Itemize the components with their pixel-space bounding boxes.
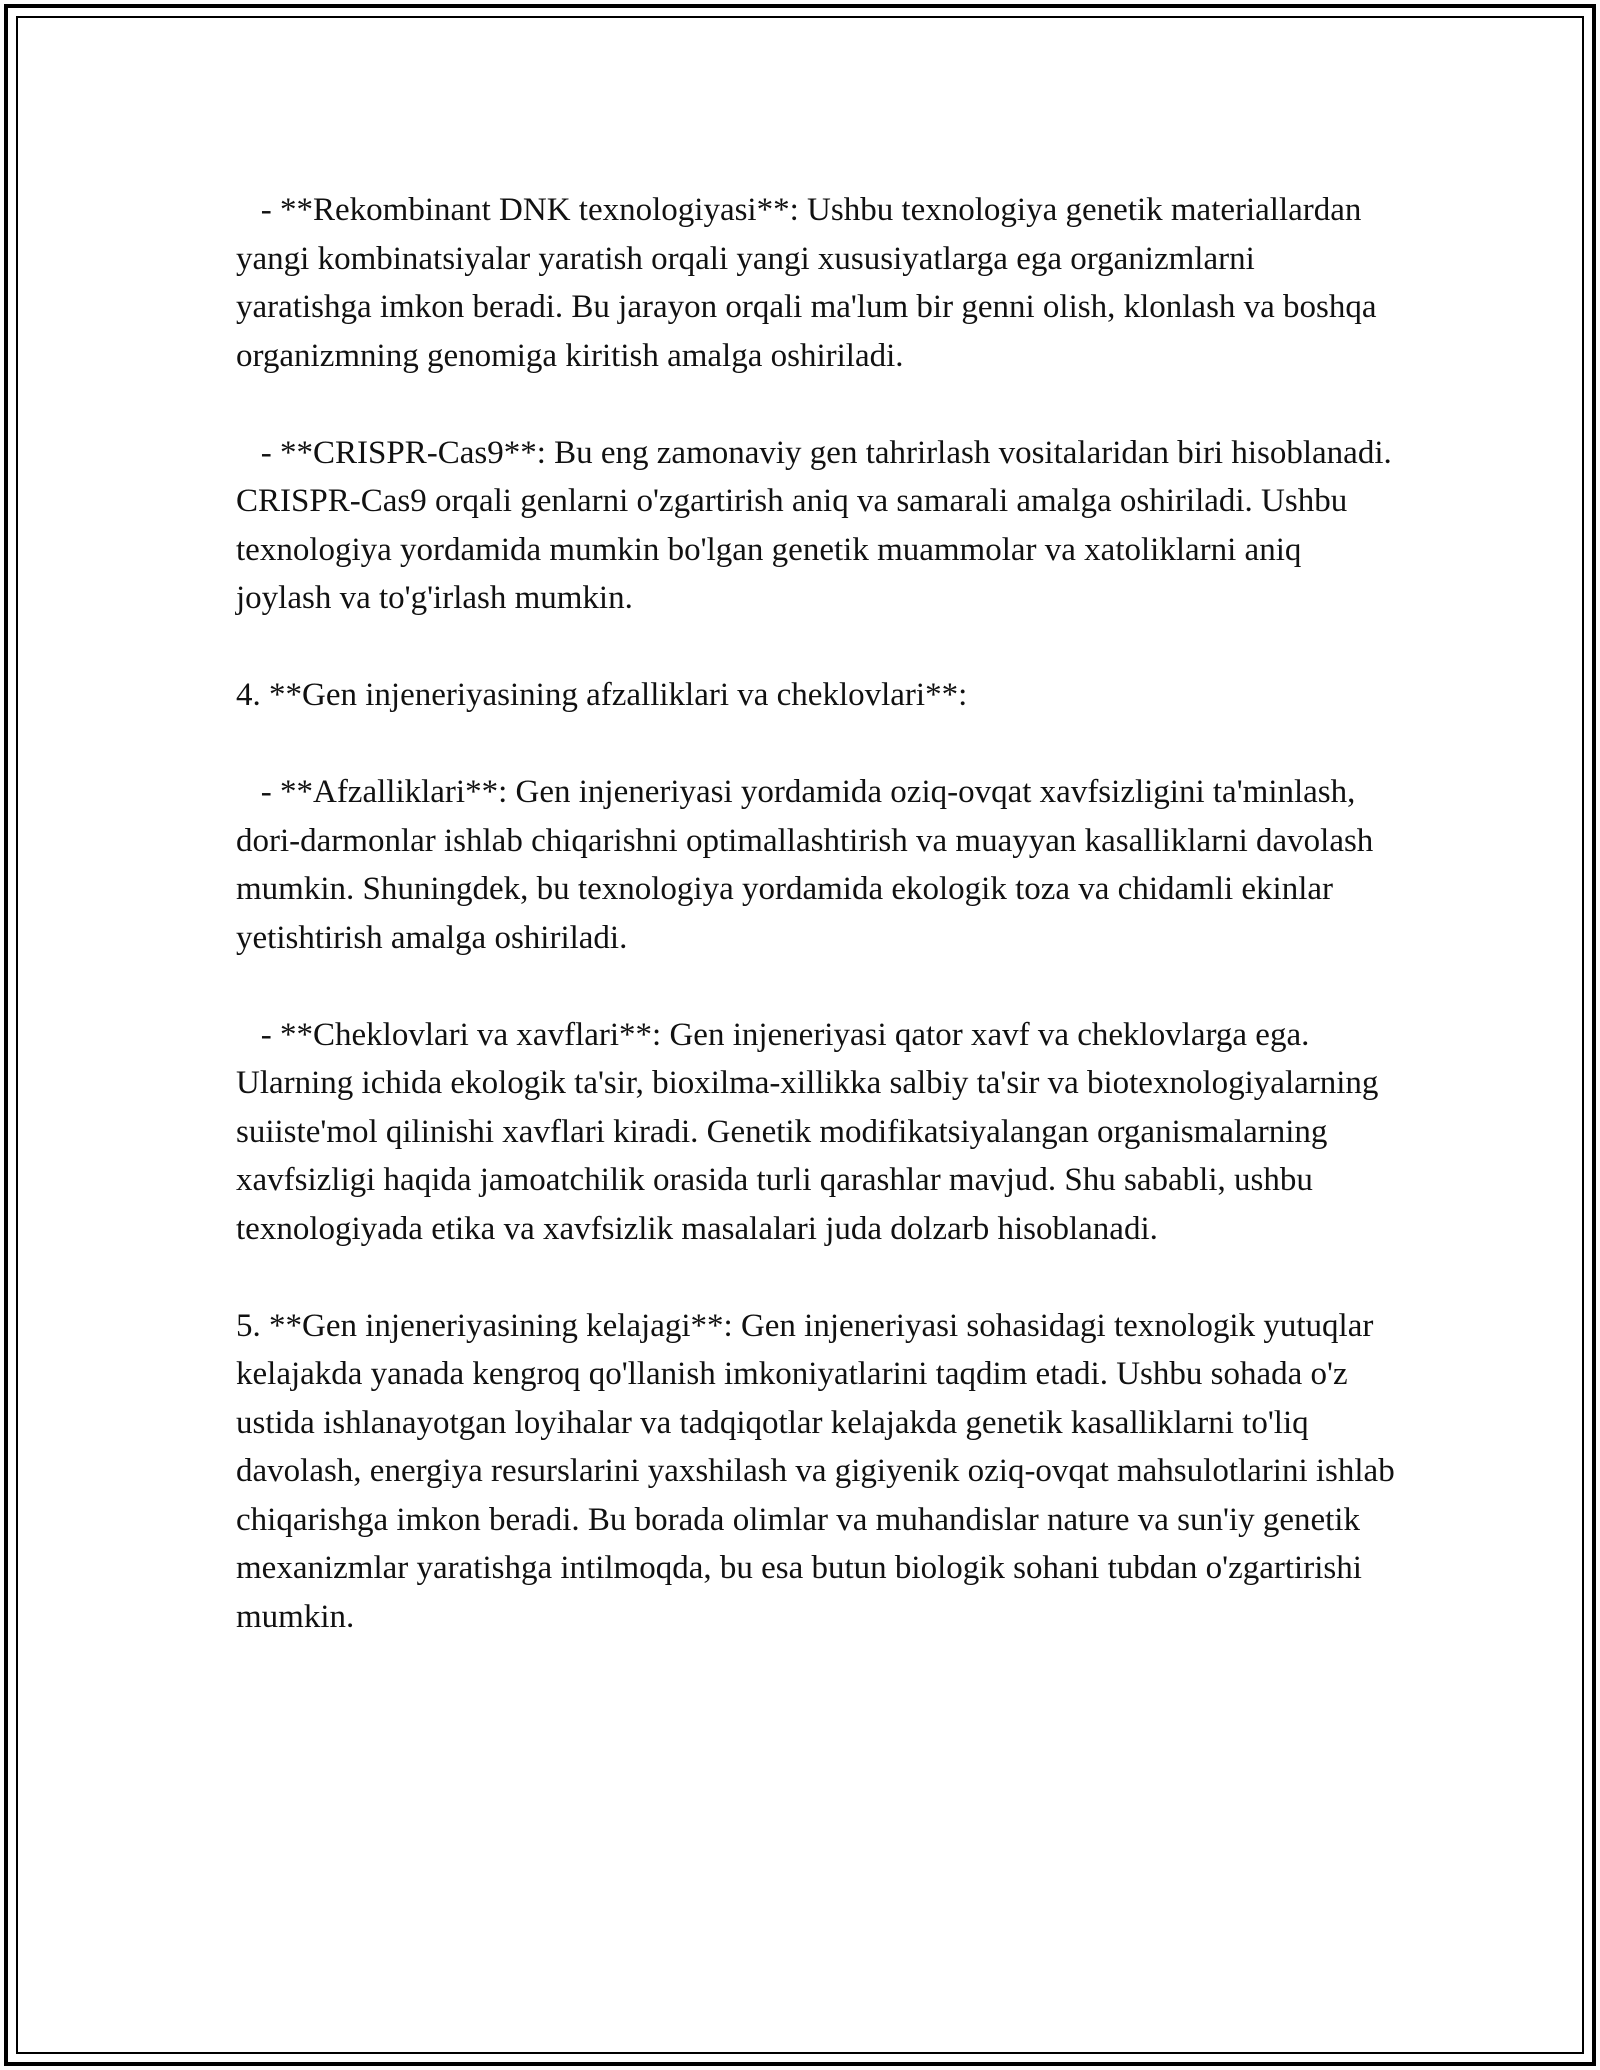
paragraph-rekombinant-dnk: - **Rekombinant DNK texnologiyasi**: Ushbu texnologiya genetik materiallardan yangi kombinatsiyalar yaratish orqali yangi xususiyatlarga ega organizmlarni yaratishga imkon beradi. Bu jarayon orqali ma'lum bir genni olish, klonlash va boshqa organizmning genomiga kiritish amalga oshiriladi. bbox=[236, 192, 1385, 374]
paragraph-crispr-cas9: - **CRISPR-Cas9**: Bu eng zamonaviy gen tahrirlash vositalaridan biri hisoblanadi. CRISPR-Cas9 orqali genlarni o'zgartirish aniq va samarali amalga oshiriladi. Ushbu texnologiya yordamida mumkin bo'lgan genetik muammolar va xatoliklarni aniq joylash va to'g'irlash mumkin. bbox=[236, 434, 1400, 616]
heading-afzalliklari-cheklovlari: 4. **Gen injeneriyasining afzalliklari va cheklovlari**: bbox=[236, 677, 968, 713]
document-body bbox=[236, 186, 1403, 1690]
paragraph-cheklovlari-xavflari: - **Cheklovlari va xavflari**: Gen injeneriyasi qator xavf va cheklovlarga ega. Ularning ichida ekologik ta'sir, bioxilma-xillikka salbiy ta'sir va biotexnologiyalarning suiiste'mol qilinishi xavflari kiradi. Genetik modifikatsiyalangan organismalarning xavfsizligi haqida jamoatchilik orasida turli qarashlar mavjud. Shu sababli, ushbu texnologiyada etika va xavfsizlik masalalari juda dolzarb hisoblanadi. bbox=[236, 1016, 1387, 1247]
paragraph-kelajagi: 5. **Gen injeneriyasining kelajagi**: Gen injeneriyasi sohasidagi texnologik yutuqlar kelajakda yanada kengroq qo'llanish imkoniyatlarini taqdim etadi. Ushbu sohada o'z ustida ishlanayotgan loyihalar va tadqiqotlar kelajakda genetik kasalliklarni to'liq davolash, energiya resurslarini yaxshilash va gigiyenik oziq-ovqat mahsulotlarini ishlab chiqarishga imkon beradi. Bu borada olimlar va muhandislar nature va sun'iy genetik mexanizmlar yaratishga intilmoqda, bu esa butun biologik sohani tubdan o'zgartirishi mumkin. bbox=[236, 1307, 1403, 1635]
paragraph-afzalliklari: - **Afzalliklari**: Gen injeneriyasi yordamida oziq-ovqat xavfsizligini ta'minlash, dori-darmonlar ishlab chiqarishni optimallashtirish va muayyan kasalliklarni davolash mumkin. Shuningdek, bu texnologiya yordamida ekologik toza va chidamli ekinlar yetishtirish amalga oshiriladi. bbox=[236, 774, 1382, 956]
